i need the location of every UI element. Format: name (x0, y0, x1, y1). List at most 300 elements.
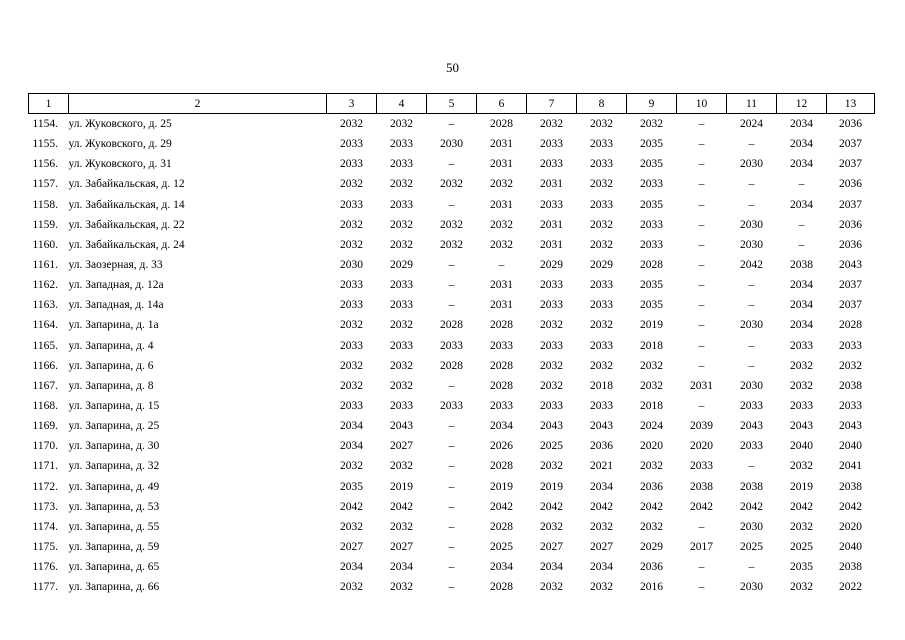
year-cell: 2032 (340, 319, 363, 332)
year-cell: 2033 (790, 339, 813, 352)
year-cell: 2033 (839, 400, 862, 413)
year-cell: 2032 (540, 520, 563, 533)
year-cell: – (748, 279, 755, 292)
year-cell: 2032 (790, 520, 813, 533)
table-row (29, 356, 875, 376)
year-cell: 2032 (640, 379, 663, 392)
year-cell: 2036 (839, 218, 862, 231)
year-cell: 2036 (839, 178, 862, 191)
address-cell: ул. Запарина, д. 66 (68, 581, 160, 594)
year-cell: – (448, 420, 455, 433)
year-cell: 2030 (340, 259, 363, 272)
year-cell: 2038 (839, 480, 862, 493)
year-cell: – (698, 359, 705, 372)
year-cell: 2034 (340, 561, 363, 574)
year-cell: 2038 (839, 379, 862, 392)
year-cell: – (748, 178, 755, 191)
year-cell: 2036 (590, 440, 613, 453)
table-row (29, 255, 875, 275)
year-cell: 2043 (390, 420, 413, 433)
year-cell: 2033 (740, 440, 763, 453)
year-cell: 2032 (590, 238, 613, 251)
year-cell: 2035 (640, 198, 663, 211)
year-cell: 2043 (839, 259, 862, 272)
year-cell: 2034 (390, 561, 413, 574)
year-cell: 2042 (490, 500, 513, 513)
year-cell: 2033 (590, 138, 613, 151)
year-cell: 2037 (839, 299, 862, 312)
year-cell: 2032 (590, 581, 613, 594)
year-cell: 2028 (440, 319, 463, 332)
column-header-7: 7 (527, 94, 577, 114)
year-cell: 2034 (790, 198, 813, 211)
year-cell: 2038 (690, 480, 713, 493)
year-cell: 2032 (540, 319, 563, 332)
year-cell: 2033 (390, 158, 413, 171)
year-cell: – (698, 279, 705, 292)
address-cell: ул. Жуковского, д. 31 (68, 158, 172, 171)
year-cell: 2033 (540, 400, 563, 413)
year-cell: 2032 (640, 118, 663, 131)
address-cell: ул. Запарина, д. 4 (68, 339, 154, 352)
column-header-5: 5 (427, 94, 477, 114)
year-cell: 2033 (640, 178, 663, 191)
year-cell: 2028 (440, 359, 463, 372)
year-cell: 2041 (839, 460, 862, 473)
year-cell: – (748, 339, 755, 352)
year-cell: – (448, 259, 455, 272)
year-cell: 2033 (590, 158, 613, 171)
year-cell: 2020 (640, 440, 663, 453)
address-cell: ул. Запарина, д. 6 (68, 359, 154, 372)
year-cell: – (448, 158, 455, 171)
year-cell: 2032 (390, 118, 413, 131)
year-cell: 2032 (540, 460, 563, 473)
year-cell: – (698, 238, 705, 251)
address-cell: ул. Запарина, д. 15 (68, 400, 160, 413)
year-cell: 2020 (690, 440, 713, 453)
year-cell: 2032 (440, 238, 463, 251)
year-cell: – (748, 359, 755, 372)
year-cell: 2025 (790, 541, 813, 554)
row-number: 1175. (32, 541, 58, 554)
row-number: 1174. (32, 520, 58, 533)
year-cell: – (698, 158, 705, 171)
year-cell: 2033 (390, 299, 413, 312)
year-cell: 2029 (590, 259, 613, 272)
year-cell: 2028 (490, 581, 513, 594)
table-row (29, 477, 875, 497)
year-cell: 2037 (839, 198, 862, 211)
year-cell: 2033 (490, 339, 513, 352)
year-cell: – (748, 198, 755, 211)
table-header-row (29, 94, 875, 114)
year-cell: 2027 (390, 440, 413, 453)
column-header-13: 13 (827, 94, 875, 114)
year-cell: 2027 (340, 541, 363, 554)
year-cell: 2031 (490, 198, 513, 211)
year-cell: 2034 (490, 561, 513, 574)
year-cell: 2032 (490, 178, 513, 191)
year-cell: 2036 (839, 118, 862, 131)
year-cell: 2032 (390, 460, 413, 473)
year-cell: 2043 (540, 420, 563, 433)
year-cell: – (698, 319, 705, 332)
year-cell: 2036 (640, 480, 663, 493)
year-cell: 2033 (440, 339, 463, 352)
year-cell: 2032 (490, 218, 513, 231)
year-cell: 2043 (839, 420, 862, 433)
year-cell: 2032 (440, 218, 463, 231)
year-cell: 2025 (740, 541, 763, 554)
table-body (29, 114, 875, 598)
year-cell: 2032 (390, 319, 413, 332)
address-cell: ул. Забайкальская, д. 24 (68, 238, 185, 251)
row-number: 1156. (32, 158, 58, 171)
year-cell: 2033 (540, 198, 563, 211)
row-number: 1171. (32, 460, 58, 473)
year-cell: – (448, 561, 455, 574)
year-cell: 2016 (640, 581, 663, 594)
year-cell: 2030 (740, 218, 763, 231)
year-cell: 2031 (490, 138, 513, 151)
table-row (29, 215, 875, 235)
year-cell: 2033 (640, 218, 663, 231)
year-cell: – (448, 460, 455, 473)
year-cell: 2019 (390, 480, 413, 493)
year-cell: 2028 (490, 520, 513, 533)
year-cell: 2029 (540, 259, 563, 272)
table-row (29, 557, 875, 577)
year-cell: 2033 (340, 400, 363, 413)
table-row (29, 497, 875, 517)
year-cell: 2030 (740, 581, 763, 594)
year-cell: 2031 (490, 299, 513, 312)
address-cell: ул. Забайкальская, д. 14 (68, 198, 185, 211)
year-cell: 2021 (590, 460, 613, 473)
year-cell: 2034 (790, 138, 813, 151)
year-cell: – (798, 218, 805, 231)
year-cell: 2033 (690, 460, 713, 473)
table-row (29, 235, 875, 255)
year-cell: 2026 (490, 440, 513, 453)
year-cell: – (698, 339, 705, 352)
table-row (29, 537, 875, 557)
year-cell: – (698, 218, 705, 231)
year-cell: 2020 (839, 520, 862, 533)
year-cell: 2030 (740, 238, 763, 251)
year-cell: 2035 (790, 561, 813, 574)
address-cell: ул. Жуковского, д. 25 (68, 118, 172, 131)
year-cell: 2032 (640, 359, 663, 372)
year-cell: 2019 (490, 480, 513, 493)
year-cell: 2033 (540, 279, 563, 292)
year-cell: 2017 (690, 541, 713, 554)
year-cell: – (698, 400, 705, 413)
year-cell: – (698, 299, 705, 312)
address-cell: ул. Западная, д. 12а (68, 279, 164, 292)
year-cell: 2018 (640, 400, 663, 413)
row-number: 1155. (32, 138, 58, 151)
row-number: 1165. (32, 339, 58, 352)
year-cell: 2042 (740, 500, 763, 513)
year-cell: 2032 (390, 379, 413, 392)
year-cell: 2033 (490, 400, 513, 413)
year-cell: 2033 (540, 138, 563, 151)
year-cell: 2042 (740, 259, 763, 272)
year-cell: – (698, 198, 705, 211)
year-cell: 2031 (490, 158, 513, 171)
address-cell: ул. Запарина, д. 49 (68, 480, 160, 493)
year-cell: 2034 (790, 118, 813, 131)
address-cell: ул. Запарина, д. 25 (68, 420, 160, 433)
row-number: 1176. (32, 561, 58, 574)
column-header-6: 6 (477, 94, 527, 114)
year-cell: – (698, 138, 705, 151)
year-cell: 2031 (690, 379, 713, 392)
year-cell: 2033 (390, 138, 413, 151)
year-cell: 2034 (590, 561, 613, 574)
year-cell: 2042 (790, 500, 813, 513)
year-cell: 2019 (790, 480, 813, 493)
year-cell: 2032 (340, 520, 363, 533)
row-number: 1172. (32, 480, 58, 493)
year-cell: 2031 (540, 218, 563, 231)
year-cell: 2038 (790, 259, 813, 272)
year-cell: 2028 (839, 319, 862, 332)
year-cell: 2042 (540, 500, 563, 513)
year-cell: 2042 (390, 500, 413, 513)
year-cell: 2028 (490, 118, 513, 131)
table-row (29, 396, 875, 416)
year-cell: – (698, 178, 705, 191)
year-cell: 2032 (590, 178, 613, 191)
year-cell: 2027 (540, 541, 563, 554)
year-cell: 2025 (490, 541, 513, 554)
year-cell: 2035 (640, 299, 663, 312)
year-cell: 2031 (540, 238, 563, 251)
year-cell: 2019 (640, 319, 663, 332)
year-cell: 2035 (340, 480, 363, 493)
row-number: 1154. (32, 118, 58, 131)
year-cell: 2043 (590, 420, 613, 433)
year-cell: 2018 (640, 339, 663, 352)
year-cell: – (748, 460, 755, 473)
year-cell: 2034 (790, 299, 813, 312)
year-cell: 2038 (839, 561, 862, 574)
table-row (29, 376, 875, 396)
year-cell: – (448, 520, 455, 533)
year-cell: 2032 (540, 581, 563, 594)
table-row (29, 436, 875, 456)
year-cell: 2032 (590, 359, 613, 372)
year-cell: 2032 (340, 460, 363, 473)
year-cell: – (748, 561, 755, 574)
table-row (29, 195, 875, 215)
year-cell: 2034 (340, 420, 363, 433)
address-cell: ул. Западная, д. 14а (68, 299, 164, 312)
year-cell: 2036 (839, 238, 862, 251)
year-cell: 2033 (340, 299, 363, 312)
year-cell: 2032 (340, 118, 363, 131)
year-cell: – (698, 581, 705, 594)
year-cell: 2035 (640, 138, 663, 151)
year-cell: 2037 (839, 158, 862, 171)
year-cell: 2032 (540, 379, 563, 392)
year-cell: 2033 (440, 400, 463, 413)
year-cell: 2032 (340, 359, 363, 372)
address-cell: ул. Запарина, д. 8 (68, 379, 154, 392)
year-cell: 2024 (740, 118, 763, 131)
year-cell: 2035 (640, 158, 663, 171)
address-cell: ул. Жуковского, д. 29 (68, 138, 172, 151)
row-number: 1173. (32, 500, 58, 513)
year-cell: 2029 (390, 259, 413, 272)
year-cell: – (798, 178, 805, 191)
year-cell: 2029 (640, 541, 663, 554)
year-cell: – (748, 138, 755, 151)
year-cell: 2032 (340, 178, 363, 191)
row-number: 1160. (32, 238, 58, 251)
year-cell: 2042 (340, 500, 363, 513)
address-cell: ул. Запарина, д. 30 (68, 440, 160, 453)
year-cell: 2032 (390, 238, 413, 251)
year-cell: 2032 (790, 359, 813, 372)
year-cell: 2028 (490, 359, 513, 372)
year-cell: 2040 (790, 440, 813, 453)
year-cell: – (498, 259, 505, 272)
year-cell: 2034 (340, 440, 363, 453)
year-cell: 2032 (590, 319, 613, 332)
address-cell: ул. Заозерная, д. 33 (68, 259, 163, 272)
year-cell: 2027 (590, 541, 613, 554)
year-cell: 2032 (440, 178, 463, 191)
year-cell: 2030 (740, 520, 763, 533)
year-cell: – (448, 500, 455, 513)
year-cell: 2033 (340, 339, 363, 352)
year-cell: 2033 (390, 279, 413, 292)
column-header-3: 3 (327, 94, 377, 114)
year-cell: 2030 (740, 158, 763, 171)
year-cell: 2019 (540, 480, 563, 493)
year-cell: 2030 (740, 319, 763, 332)
year-cell: 2032 (540, 359, 563, 372)
row-number: 1159. (32, 218, 58, 231)
year-cell: 2043 (790, 420, 813, 433)
row-number: 1163. (32, 299, 58, 312)
year-cell: 2042 (590, 500, 613, 513)
year-cell: 2032 (340, 379, 363, 392)
year-cell: – (448, 279, 455, 292)
year-cell: 2032 (390, 178, 413, 191)
year-cell: 2025 (540, 440, 563, 453)
year-cell: 2034 (590, 480, 613, 493)
address-cell: ул. Запарина, д. 1а (68, 319, 159, 332)
year-cell: 2032 (390, 359, 413, 372)
year-cell: 2027 (390, 541, 413, 554)
year-cell: 2033 (590, 299, 613, 312)
column-header-1: 1 (29, 94, 69, 114)
year-cell: 2033 (590, 400, 613, 413)
year-cell: 2033 (540, 299, 563, 312)
year-cell: – (698, 520, 705, 533)
year-cell: 2032 (590, 520, 613, 533)
year-cell: – (698, 118, 705, 131)
year-cell: – (448, 198, 455, 211)
column-header-10: 10 (677, 94, 727, 114)
year-cell: 2028 (490, 319, 513, 332)
year-cell: – (748, 299, 755, 312)
address-cell: ул. Запарина, д. 32 (68, 460, 160, 473)
year-cell: 2032 (790, 460, 813, 473)
year-cell: 2033 (790, 400, 813, 413)
year-cell: 2037 (839, 279, 862, 292)
year-cell: 2032 (640, 520, 663, 533)
table-row (29, 134, 875, 154)
year-cell: 2042 (839, 500, 862, 513)
page-number: 50 (446, 60, 459, 75)
year-cell: 2032 (490, 238, 513, 251)
year-cell: 2042 (640, 500, 663, 513)
year-cell: 2032 (640, 460, 663, 473)
address-cell: ул. Запарина, д. 59 (68, 541, 160, 554)
year-cell: 2033 (590, 339, 613, 352)
year-cell: 2032 (590, 218, 613, 231)
row-number: 1177. (32, 581, 58, 594)
year-cell: 2038 (740, 480, 763, 493)
table-row (29, 275, 875, 295)
row-number: 1166. (32, 359, 58, 372)
year-cell: 2032 (340, 581, 363, 594)
year-cell: 2028 (490, 460, 513, 473)
year-cell: 2032 (390, 520, 413, 533)
column-header-11: 11 (727, 94, 777, 114)
row-number: 1168. (32, 400, 58, 413)
column-header-9: 9 (627, 94, 677, 114)
year-cell: 2034 (540, 561, 563, 574)
year-cell: 2031 (540, 178, 563, 191)
year-cell: – (448, 118, 455, 131)
row-number: 1164. (32, 319, 58, 332)
year-cell: 2028 (640, 259, 663, 272)
year-cell: 2033 (390, 339, 413, 352)
year-cell: 2032 (590, 118, 613, 131)
row-number: 1167. (32, 379, 58, 392)
row-number: 1158. (32, 198, 58, 211)
year-cell: 2033 (590, 198, 613, 211)
year-cell: – (798, 238, 805, 251)
year-cell: 2040 (839, 541, 862, 554)
year-cell: – (698, 259, 705, 272)
table-row (29, 456, 875, 476)
year-cell: – (448, 541, 455, 554)
year-cell: – (448, 480, 455, 493)
schedule-table (28, 93, 875, 597)
year-cell: 2032 (390, 581, 413, 594)
year-cell: 2042 (690, 500, 713, 513)
table-row (29, 295, 875, 315)
year-cell: 2018 (590, 379, 613, 392)
year-cell: 2037 (839, 138, 862, 151)
year-cell: – (448, 440, 455, 453)
address-cell: ул. Забайкальская, д. 22 (68, 218, 185, 231)
year-cell: 2034 (790, 319, 813, 332)
year-cell: 2033 (540, 158, 563, 171)
year-cell: 2033 (340, 198, 363, 211)
year-cell: – (448, 379, 455, 392)
year-cell: 2030 (440, 138, 463, 151)
table-row (29, 517, 875, 537)
